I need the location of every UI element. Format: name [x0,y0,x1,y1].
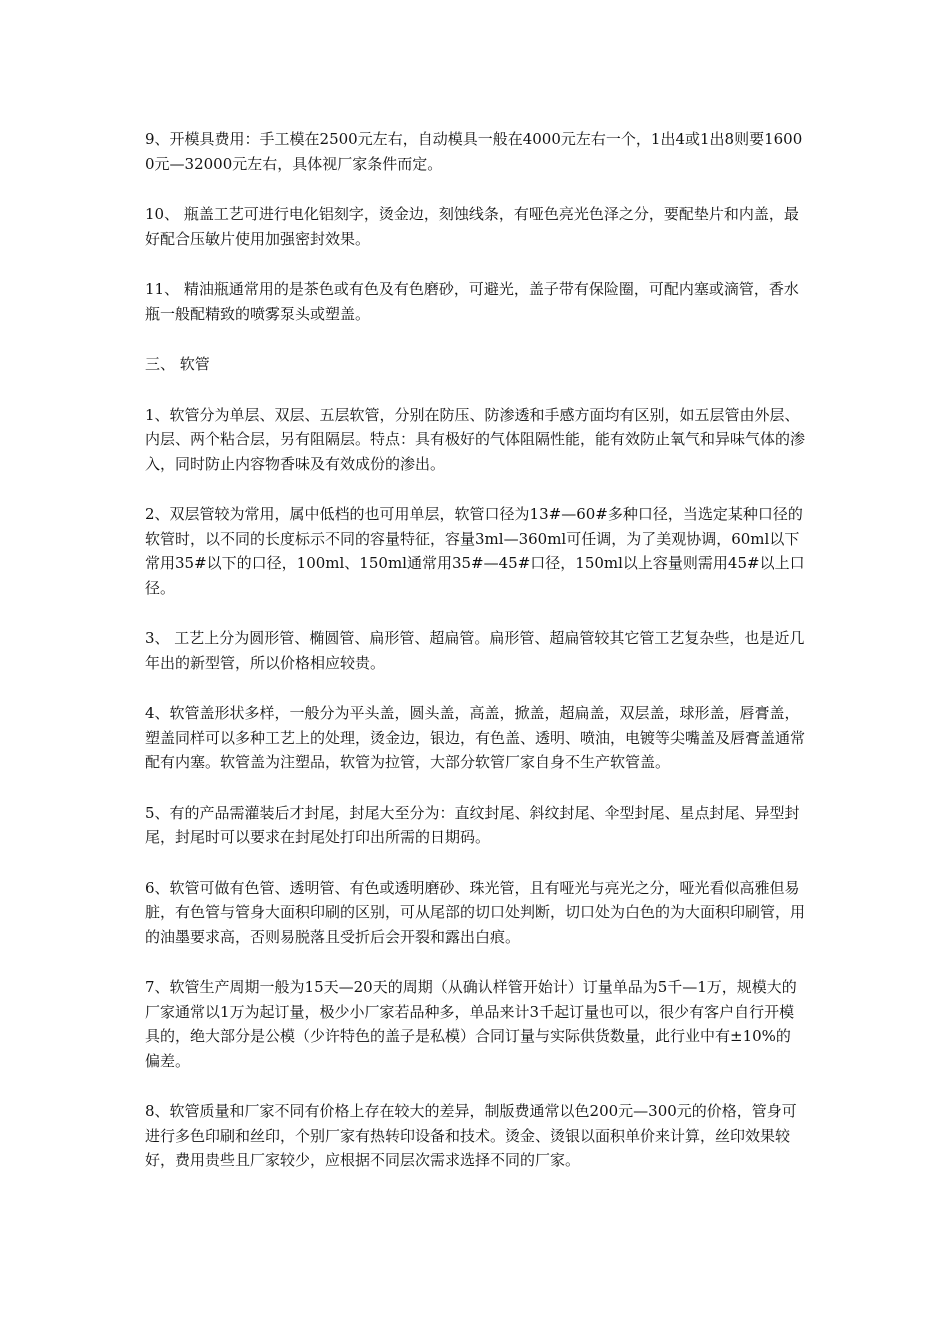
paragraph-tube-finish: 6、软管可做有色管、透明管、有色或透明磨砂、珠光管，且有哑光与亮光之分，哑光看似高雅但易脏，有色管与管身大面积印刷的区别，可从尾部的切口处判断，切口处为白色的为大面积印刷管，用的油墨要求高，否则易脱落且受折后会开裂和露出白痕。 [145,878,806,946]
section-heading-tubes: 三、 软管 [145,355,210,373]
paragraph-double-layer-tube: 2、双层管较为常用，属中低档的也可用单层，软管口径为13#—60#多种口径，当选定某种口径的软管时，以不同的长度标示不同的容量特征，容量3ml—360ml可任调，为了美观协调，60ml以下常用35#以下的口径，100ml、150ml通常用35#—45#口径，150ml以上容量则需用45#以上口径。 [145,505,805,597]
paragraph-mold-cost: 9、开模具费用：手工模在2500元左右，自动模具一般在4000元左右一个，1出4或1出8则要16000元—32000元左右，具体视厂家条件而定。 [145,130,803,173]
paragraph-cap-process: 10、 瓶盖工艺可进行电化铝刻字，烫金边，刻蚀线条，有哑色亮光色泽之分，要配垫片和内盖，最好配合压敏片使用加强密封效果。 [145,205,799,248]
paragraph-tube-layers: 1、软管分为单层、双层、五层软管，分别在防压、防渗透和手感方面均有区别，如五层管由外层、内层、两个粘合层，另有阻隔层。特点：具有极好的气体阻隔性能，能有效防止氧气和异味气体的渗入，同时防止内容物香味及有效成份的渗出。 [145,405,806,473]
paragraph-tail-sealing: 5、有的产品需灌装后才封尾，封尾大至分为：直纹封尾、斜纹封尾、伞型封尾、星点封尾、异型封尾，封尾时可以要求在封尾处打印出所需的日期码。 [145,803,800,846]
paragraph-tube-shapes: 3、 工艺上分为圆形管、椭圆管、扁形管、超扁管。扁形管、超扁管较其它管工艺复杂些，也是近几年出的新型管，所以价格相应较贵。 [145,629,805,672]
paragraph-tube-caps: 4、软管盖形状多样，一般分为平头盖，圆头盖，高盖，掀盖，超扁盖，双层盖，球形盖，唇膏盖，塑盖同样可以多种工艺上的处理，烫金边，银边，有色盖、透明、喷油，电镀等尖嘴盖及唇膏盖通常配有内塞。软管盖为注塑品，软管为拉管，大部分软管厂家自身不生产软管盖。 [145,704,806,771]
paragraph-quality-price: 8、软管质量和厂家不同有价格上存在较大的差异，制版费通常以色200元—300元的价格，管身可进行多色印刷和丝印，个别厂家有热转印设备和技术。烫金、烫银以面积单价来计算，丝印效果较好，费用贵些且厂家较少，应根据不同层次需求选择不同的厂家。 [145,1102,797,1169]
paragraph-essential-oil-bottle: 11、 精油瓶通常用的是茶色或有色及有色磨砂，可避光，盖子带有保险圈，可配内塞或滴管，香水瓶一般配精致的喷雾泵头或塑盖。 [145,280,799,323]
paragraph-production-cycle: 7、软管生产周期一般为15天—20天的周期（从确认样管开始计）订量单品为5千—1万，规模大的厂家通常以1万为起订量，极少小厂家若品种多，单品来计3千起订量也可以，很少有客户自行开模具的，绝大部分是公模（少许特色的盖子是私模）合同订量与实际供货数量，此行业中有±10%的偏差。 [145,978,797,1070]
document-page [145,127,805,1199]
